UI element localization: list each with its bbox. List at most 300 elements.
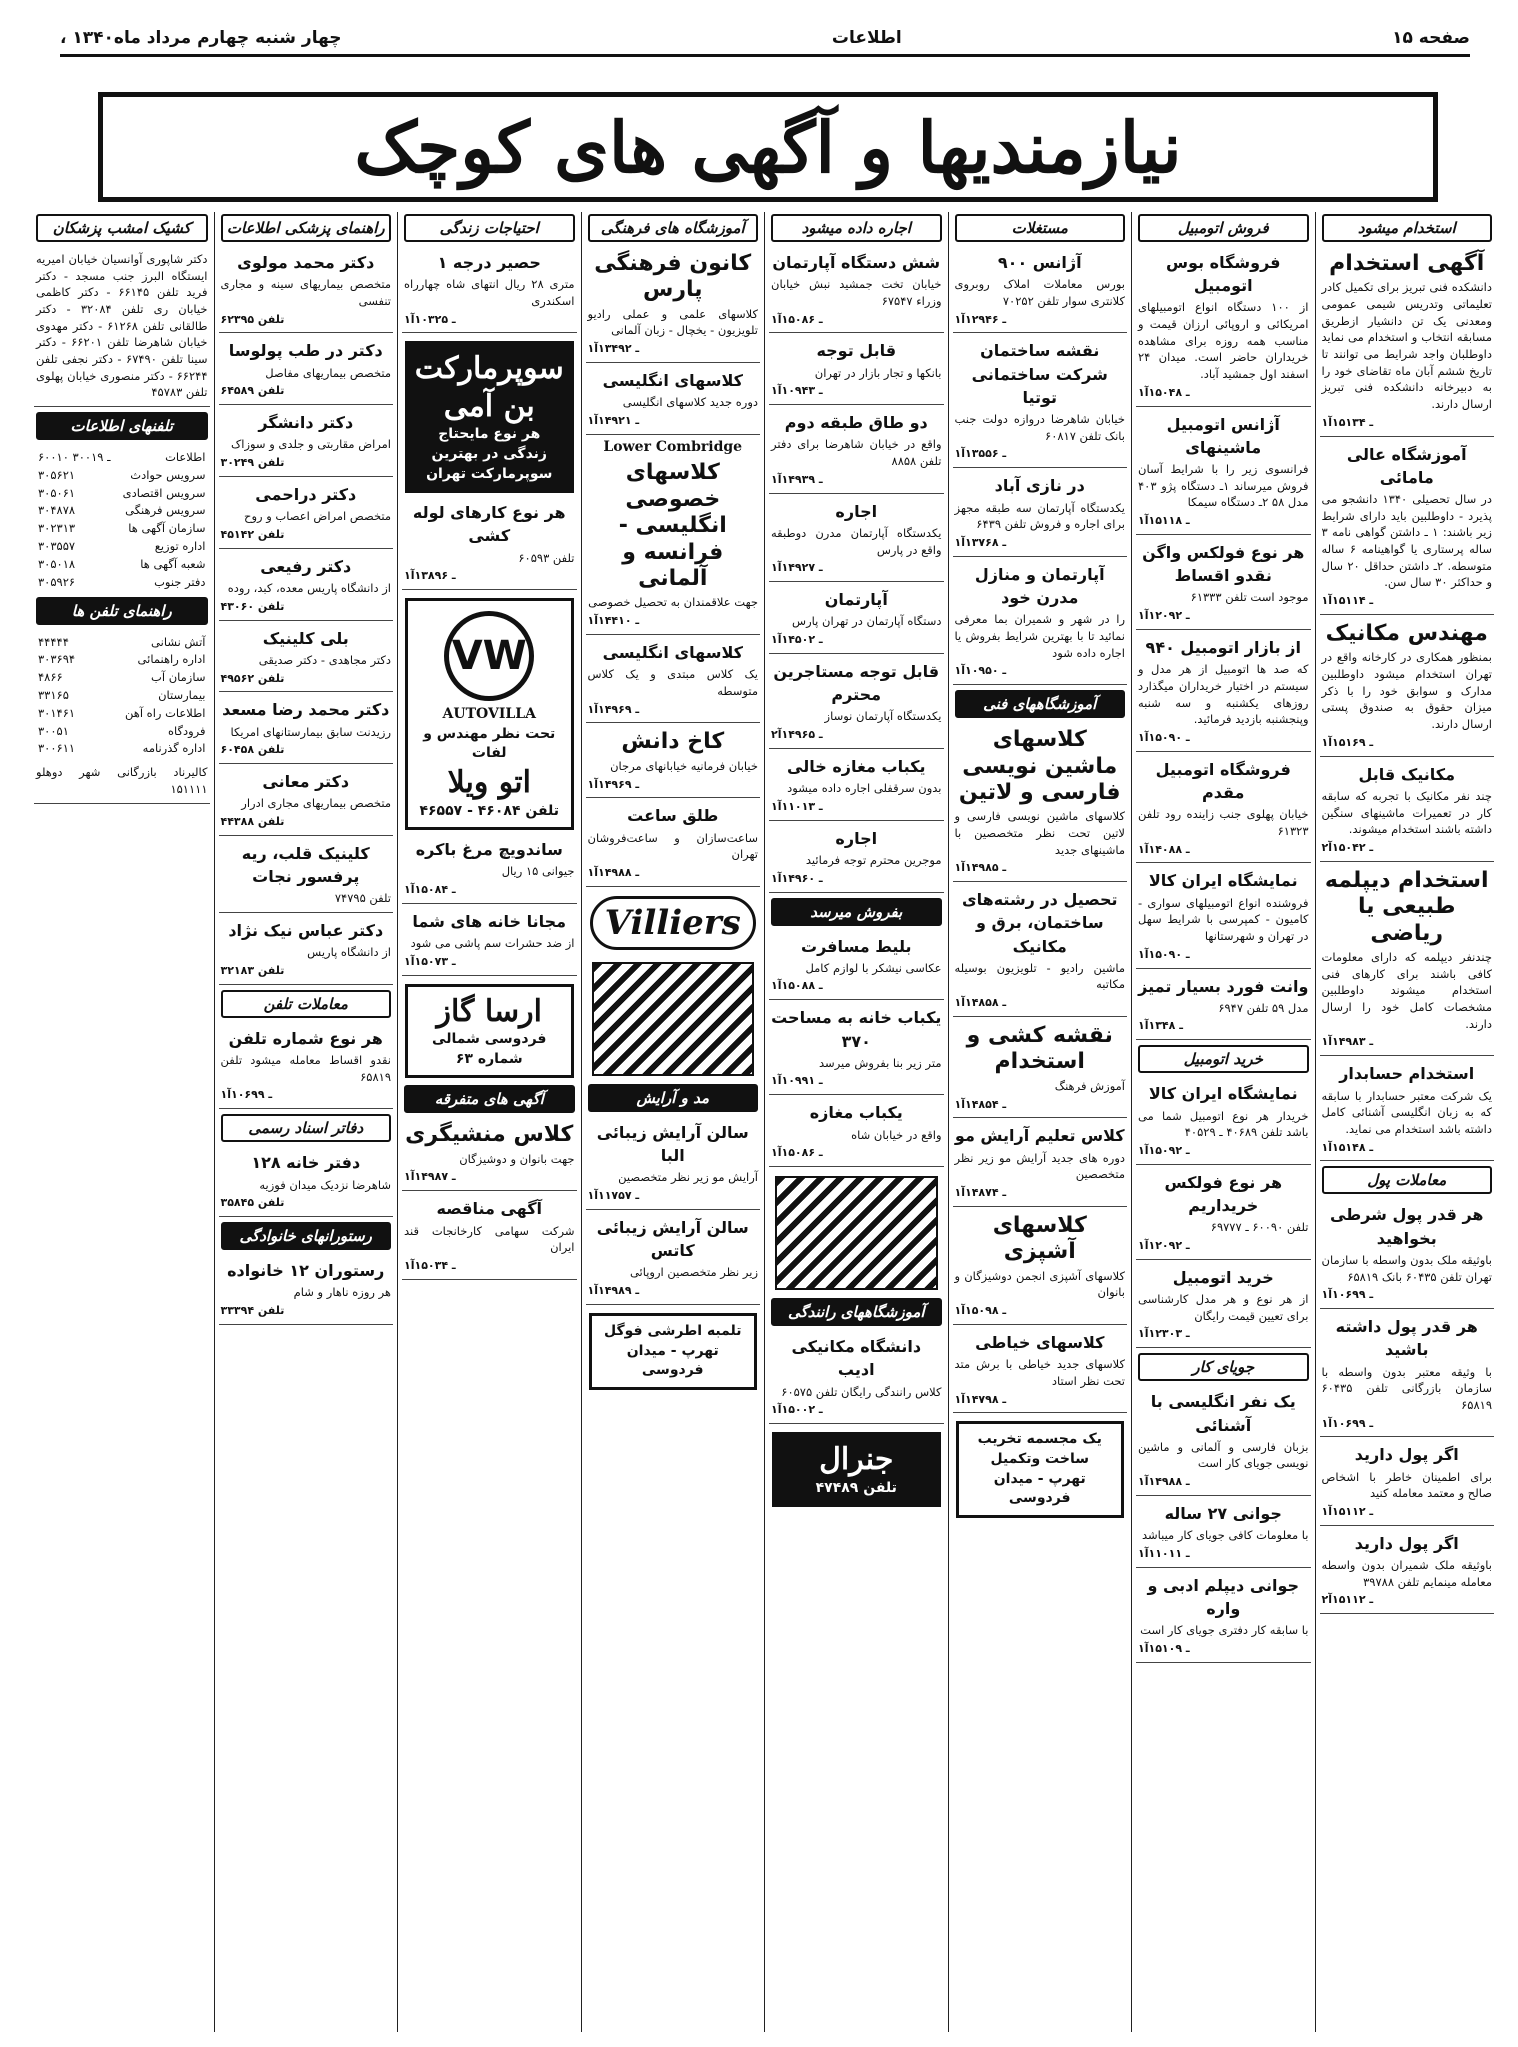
phone-row xyxy=(38,705,206,723)
ad-body: از دانشگاه پاریس xyxy=(307,945,391,960)
ad-title: کاخ دانش xyxy=(621,729,725,755)
ad-reference: ۱ـ ۱۵۱۳۴آ xyxy=(1321,415,1374,429)
ad-body: که صد ها اتومبیل از هر مدل و سیستم در اختیار خریداران میگذارد روزهای یکشنبه و سه شنبه وپنجشنبه بازدید فرمائید. xyxy=(1138,662,1309,727)
ad-body: چندنفر دیپلمه که دارای معلومات کافی باشند برای کارهای فنی استخدام میشوند داوطلبین مشخصات کامل خود را ارسال دارند. xyxy=(1321,950,1492,1031)
ad-title: جوانی دیپلم ادبی و واره xyxy=(1147,1575,1300,1618)
ad-title: آگهی مناقصه xyxy=(436,1199,542,1219)
section-heading: راهنمای تلفن ها xyxy=(36,597,208,625)
ad-reference: ۱ـ ۱۴۸۷۴آ xyxy=(954,1186,1007,1199)
classified-ad xyxy=(953,1328,1128,1413)
ad-reference: ۱ـ ۱۴۵۰۲آ xyxy=(771,633,823,647)
ad-body: از هر نوع و هر مدل کارشناسی برای تعیین قیمت رایگان xyxy=(1138,1292,1309,1323)
classified-ad xyxy=(586,457,761,635)
classified-ad xyxy=(1320,618,1495,757)
phone-number: ۳۰۵۰۱۸ xyxy=(38,556,76,571)
classified-ad xyxy=(953,1121,1128,1206)
phone-number: ۳۰۳۶۹۴ xyxy=(38,652,76,667)
display-ad-title: سوپرمارکت بن آمی xyxy=(414,351,564,424)
ad-reference: ۱ـ ۱۵۰۸۸آ xyxy=(771,979,823,993)
phone-name: اداره راهنمائی xyxy=(137,652,206,667)
ad-body: کلاسهای آشپزی انجمن دوشیزگان و بانوان xyxy=(954,1268,1125,1300)
ad-body: آرایش مو زیر نظر متخصصین xyxy=(618,1170,758,1185)
section-heading: کشیک امشب پزشکان xyxy=(36,214,208,242)
ad-reference: ۱ـ ۱۲۰۹۲آ xyxy=(1138,609,1190,623)
ad-reference: تلفن ۶۲۳۹۵ xyxy=(220,312,285,326)
ad-reference: ۲ـ ۱۵۱۱۲آ xyxy=(1321,1593,1374,1607)
classified-ad xyxy=(586,801,761,886)
column-real-estate xyxy=(948,212,1132,2032)
phone-number: ۳۰۵۶۲۱ xyxy=(38,467,76,482)
phone-number: ۳۰۱۴۶۱ xyxy=(38,705,76,720)
phone-name: فرودگاه xyxy=(167,723,206,738)
ad-title: هر نوع فولکس واگن نقدو اقساط xyxy=(1142,543,1305,586)
ad-reference: ۱ـ ۱۵۰۹۲آ xyxy=(1138,1143,1190,1157)
classified-ad xyxy=(586,1118,761,1210)
ad-title: سالن آرایش زیبائی البا xyxy=(596,1122,749,1166)
ad-body: یکدستگاه آپارتمان نوساز xyxy=(824,709,942,724)
classified-ad xyxy=(219,480,394,549)
ad-body: واقع در خیابان شاهرضا برای دفتر تلفن ۸۸۵۸ xyxy=(771,437,942,469)
ad-title: استخدام حسابدار xyxy=(1339,1064,1475,1084)
phone-number: ۴۴۴۴۴ xyxy=(38,634,69,649)
phone-row xyxy=(38,723,206,741)
ad-reference: ۱ـ ۱۴۷۹۸آ xyxy=(954,1392,1007,1406)
display-ad-subtitle: تهرپ - میدان فردوسی xyxy=(993,1470,1086,1507)
ad-reference: ۱ـ ۱۴۹۶۰آ xyxy=(771,871,823,885)
ad-reference: ۲ـ ۱۵۰۴۲آ xyxy=(1321,840,1374,854)
ad-reference: تلفن ۳۵۸۴۵ xyxy=(220,1196,285,1210)
ad-title: آپارتمان xyxy=(824,590,888,610)
ad-reference: ۱ـ ۱۵۰۸۶آ xyxy=(771,312,823,326)
phone-name: سرویس اقتصادی xyxy=(122,485,206,500)
classified-ad xyxy=(1136,410,1311,535)
display-ad-title: ارسا گاز xyxy=(436,993,542,1029)
classified-ad xyxy=(769,336,944,405)
classified-ad xyxy=(219,1148,394,1217)
ad-title: کلاسهای خصوصی انگلیسی - فرانسه و آلمانی xyxy=(618,460,727,592)
classifieds-columns xyxy=(20,212,1498,2032)
ad-body: متری ۲۸ ریال انتهای شاه چهارراه اسکندری xyxy=(404,277,575,308)
ad-reference: تلفن ۴۹۵۶۲ xyxy=(220,671,285,685)
ad-reference: ۱ـ ۱۴۸۵۸آ xyxy=(954,996,1007,1010)
ad-body: فروشنده انواع اتومبیلهای سواری - کامیون - کمپرسی با شرایط سهل در تهران و شهرستانها xyxy=(1138,895,1309,943)
ad-title: دفتر خانه ۱۲۸ xyxy=(251,1153,361,1173)
classified-ad xyxy=(1136,1168,1311,1260)
ad-title: وانت فورد بسیار تمیز xyxy=(1138,976,1309,996)
ad-body: دوره جدید کلاسهای انگلیسی xyxy=(622,395,758,410)
autovilla-name: اتو ویلا xyxy=(447,765,531,801)
ad-reference: ۱ـ ۱۴۹۳۹آ xyxy=(771,472,823,486)
phone-name: دفتر جنوب xyxy=(154,574,206,589)
illustration xyxy=(592,962,755,1076)
classified-ad xyxy=(219,624,394,693)
ad-reference: ۱ـ ۱۳۴۸آ xyxy=(1138,1019,1183,1033)
phone-row xyxy=(38,651,206,669)
ad-reference: ۱ـ ۱۱۰۱۱آ xyxy=(1138,1546,1190,1560)
ad-title: آموزشگاه عالی مامائی xyxy=(1346,444,1467,487)
ad-title: فروشگاه بوس اتومبیل xyxy=(1165,253,1281,296)
ad-body: دوره های جدید آرایش مو زیر نظر متخصصین xyxy=(954,1150,1125,1182)
ad-body: باوثیقه ملک شمیران بدون واسطه معامله مینمایم تلفن ۳۹۷۸۸ xyxy=(1321,1558,1492,1589)
classified-ad xyxy=(219,1256,394,1325)
classified-ad xyxy=(1320,1059,1495,1161)
ad-title: هر قدر پول شرطی بخواهید xyxy=(1329,1205,1484,1248)
ad-body: چند نفر مکانیک با تجربه که سابقه کار در تعمیرات ماشینهای سنگین داشته باشند استخدام میشوند. xyxy=(1321,788,1492,837)
classified-ad xyxy=(1136,1499,1311,1568)
ad-reference: ۱ـ ۱۵۱۴۸آ xyxy=(1321,1140,1374,1154)
ad-title: دو طاق طبقه دوم xyxy=(784,413,928,433)
ad-body: فرانسوی زیر را با شرایط آسان فروش میرساند ۱ـ دستگاه پژو ۴۰۳ مدل ۵۸ ۲ـ دستگاه سیمکا xyxy=(1138,462,1309,510)
on-call-list: دکتر شاپوری آوانسیان خیابان امیریه ایستگاه البرز جنب مسجد - دکتر فرید تلفن ۶۶۱۴۵ - دکتر کاظمی خیابان ری تلفن ۳۲۰۸۴ - دکتر طالقانی تلفن ۶۱۲۶۸ - دکتر مهدوی خیابان شاهرضا تلفن ۶۶۲۰۱ - دکتر سینا تلفن ۶۷۴۹۰ - دکتر نجفی تلفن ۶۶۲۴۴ - دکتر منصوری خیابان پهلوی تلفن ۴۵۷۸۳ xyxy=(34,248,210,407)
section-banner xyxy=(98,92,1438,202)
phone-name: اطلاعات راه آهن xyxy=(125,705,206,720)
ad-reference: ۱ـ ۱۰۶۹۹آ xyxy=(1321,1288,1374,1302)
ad-reference: تلفن ۳۰۲۴۹ xyxy=(220,456,285,470)
ad-body: بدون سرقفلی اجاره داده میشود xyxy=(787,781,942,796)
ad-reference: ۱ـ ۱۵۱۰۹آ xyxy=(1138,1641,1190,1655)
classified-ad xyxy=(1136,755,1311,864)
phone-name: اداره توزیع xyxy=(154,539,206,554)
ad-title: جوانی ۲۷ ساله xyxy=(1164,1503,1282,1523)
autovilla-ad xyxy=(405,598,574,830)
classified-ad xyxy=(1320,1529,1495,1614)
ad-reference: تلفن ۶۰۴۵۸ xyxy=(220,743,285,757)
ad-body: از ضد حشرات سم پاشی می شود xyxy=(410,936,575,951)
ad-title: آپارتمان و منازل مدرن خود xyxy=(974,564,1105,607)
classified-ad xyxy=(953,1210,1128,1325)
classified-ad xyxy=(586,366,761,435)
ad-body: یک شرکت معتبر حسابدار با سابقه که به زبان انگلیسی آشنائی کامل داشته باشد استخدام می نماید. xyxy=(1321,1088,1492,1136)
section-heading: فروش اتومبیل xyxy=(1138,214,1309,242)
display-ad-title: یک مجسمه تخریب ساخت وتکمیل xyxy=(977,1431,1102,1468)
ad-title: هر قدر پول داشته باشید xyxy=(1335,1317,1478,1360)
section-heading: تلفنهای اطلاعات xyxy=(36,412,208,440)
phone-row xyxy=(38,634,206,652)
ad-body: تلفن ۶۰۵۹۳ xyxy=(518,550,575,565)
classified-ad xyxy=(1136,866,1311,968)
phone-row xyxy=(38,740,206,758)
ad-title: ساندویچ مرغ باکره xyxy=(415,840,563,860)
classified-ad xyxy=(219,552,394,621)
ad-reference: ۱ـ ۱۵۰۸۶آ xyxy=(771,1146,823,1160)
footer-note: کالیرناد بازرگانی شهر دوهلو ۱۵۱۱۱۱ xyxy=(34,761,210,803)
ad-body: آموزش فرهنگ xyxy=(1054,1078,1125,1093)
display-ad-title: تلمبه اطرشی فوگل xyxy=(603,1322,742,1339)
phone-name: اداره گذرنامه xyxy=(142,741,206,756)
classified-ad xyxy=(1320,1312,1495,1437)
display-ad-subtitle: هر نوع مایحتاج زندگی در بهترین سوپرمارکت تهران xyxy=(426,426,553,482)
ad-title: دکتر محمد رضا مسعد xyxy=(222,700,390,720)
classified-ad xyxy=(1136,972,1311,1041)
ad-body: کلاس رانندگی رایگان تلفن ۶۰۵۷۵ xyxy=(781,1384,942,1399)
ad-body: رزیدنت سابق بیمارستانهای امریکا xyxy=(230,724,391,739)
column-doctors-on-call xyxy=(30,212,214,2032)
phone-number: ۳۰۳۵۵۷ xyxy=(38,539,76,554)
ad-reference: تلفن ۴۵۱۴۲ xyxy=(220,527,285,541)
ad-title: نمایشگاه ایران کالا xyxy=(1148,871,1298,891)
classified-ad xyxy=(769,585,944,654)
section-heading: رستورانهای خانوادگی xyxy=(221,1222,392,1250)
classified-ad xyxy=(1320,865,1495,1056)
ad-reference: ۱ـ ۱۲۳۰۳آ xyxy=(1138,1327,1190,1341)
classified-ad xyxy=(219,767,394,836)
ad-body: شاهرضا نزدیک میدان فوزیه xyxy=(259,1177,391,1192)
ad-title: کلاسهای انگلیسی xyxy=(602,643,743,663)
classified-ad xyxy=(219,336,394,405)
classified-ad xyxy=(769,657,944,749)
ad-title: نقشه ساختمان شرکت ساختمانی توتیا xyxy=(971,341,1108,407)
ad-reference: ۱ـ ۱۱۰۱۳آ xyxy=(771,799,823,813)
classified-ad xyxy=(1320,248,1495,437)
ad-title: یکباب خانه به مساحت ۳۷۰ xyxy=(771,1008,942,1051)
ad-title: کلاسهای انگلیسی xyxy=(602,371,743,391)
classified-ad xyxy=(769,824,944,893)
ad-body: مدل ۵۹ تلفن ۶۹۴۷ xyxy=(1218,1000,1309,1015)
ad-body: یکدستگاه آپارتمان سه طبقه مجهز برای اجاره و فروش تلفن ۶۴۳۹ xyxy=(954,500,1125,532)
ad-body: ماشین رادیو - تلویزیون بوسیله مکاتبه xyxy=(954,960,1125,992)
classified-ad xyxy=(586,726,761,798)
ad-title: کانون فرهنگی پارس xyxy=(594,251,752,303)
classified-ad xyxy=(769,932,944,1001)
ad-reference: ۱ـ ۱۵۰۰۲آ xyxy=(771,1403,823,1417)
ad-reference: ۱ـ ۱۰۹۵۰آ xyxy=(954,664,1007,678)
section-heading: آموزشگاههای رانندگی xyxy=(771,1298,942,1326)
column-employment xyxy=(1315,212,1499,2032)
classified-ad xyxy=(1320,440,1495,615)
ad-body: متخصص بیماریهای مجاری ادرار xyxy=(241,796,391,811)
ad-body: را در شهر و شمیران بما معرفی نمائید تا با بهترین شرایط بفروش یا اجاره داده شود xyxy=(954,612,1125,660)
ad-title: از بازار اتومبیل ۹۴۰ xyxy=(1145,637,1301,657)
ad-reference: تلفن ۴۳۰۶۰ xyxy=(220,599,285,613)
ad-body: کلاسهای علمی و عملی رادیو تلویزیون - یخچال - زبان آلمانی xyxy=(587,306,758,338)
ad-reference: ۱ـ ۱۵۰۳۴آ xyxy=(404,1258,456,1272)
ad-title: حصیر درجه ۱ xyxy=(437,253,541,272)
ad-reference: ۱ـ ۱۴۹۶۹آ xyxy=(587,702,640,716)
ad-title: دانشگاه مکانیکی ادیب xyxy=(791,1337,922,1380)
ad-title: یکباب مغازه xyxy=(809,1103,903,1123)
classified-ad xyxy=(219,408,394,477)
phone-row xyxy=(38,467,206,485)
ad-title: دکتر دانشگر xyxy=(258,413,354,433)
ad-body: برای اطمینان خاطر با اشخاص صالح و معتمد معامله کنید xyxy=(1321,1469,1492,1501)
page-header xyxy=(60,26,1470,57)
ad-body: با سابقه کار دفتری جویای کار است xyxy=(1140,1623,1309,1638)
ad-body: بانکها و تجار بازار در تهران xyxy=(814,365,942,380)
section-heading: دفاتر اسناد رسمی xyxy=(221,1114,392,1142)
column-daily-needs xyxy=(397,212,581,2032)
ad-body: خریدار هر نوع اتومبیل شما می باشد تلفن ۴۰۶۸۹ ـ ۴۰۵۲۹ xyxy=(1138,1108,1309,1140)
ad-title: کلینیک قلب، ریه پرفسور نجات xyxy=(241,844,370,887)
banner-title: نیازمندیها و آگهی های کوچک xyxy=(354,105,1182,189)
ad-title: کلاسهای ماشین نویسی فارسی و لاتین xyxy=(958,727,1121,805)
ad-title: نمایشگاه ایران کالا xyxy=(1148,1084,1298,1104)
ad-body: جهت علاقمندان به تحصیل خصوصی xyxy=(588,595,758,610)
ad-reference: ۱ـ ۱۰۳۲۵آ xyxy=(404,312,456,326)
section-heading: مستغلات xyxy=(955,214,1126,242)
phone-row xyxy=(38,687,206,705)
classified-ad xyxy=(402,498,577,590)
classified-ad xyxy=(219,916,394,985)
classified-ad xyxy=(219,248,394,333)
ad-reference: ۱ـ ۱۵۰۸۴آ xyxy=(404,882,456,896)
ad-reference: ۱ـ ۱۴۸۵۴آ xyxy=(954,1097,1007,1111)
ad-reference: ۱ـ ۱۵۱۱۴آ xyxy=(1321,594,1374,608)
phone-name: سازمان آب xyxy=(151,670,206,685)
phone-number: ۳۰۲۳۱۳ xyxy=(38,521,76,536)
phone-number: ۳۳۱۶۵ xyxy=(38,687,69,702)
vw-logo: VW xyxy=(444,611,534,701)
section-heading: معاملات پول xyxy=(1322,1166,1493,1194)
display-ad-subtitle: تلفن ۴۷۴۸۹ xyxy=(815,1479,897,1496)
ad-title: دکتر معانی xyxy=(262,772,350,792)
ad-body: واقع در خیابان شاه xyxy=(851,1127,942,1142)
classified-ad xyxy=(769,1003,944,1095)
display-ad-box xyxy=(956,1421,1125,1517)
ad-title: بلی کلینیک xyxy=(262,628,349,648)
section-heading: آموزشگاه های فرهنگی xyxy=(588,214,759,242)
villiers-logo: Villiers xyxy=(590,896,757,950)
ad-title: مکانیک قابل xyxy=(1358,764,1455,784)
section-heading: جویای کار xyxy=(1138,1353,1309,1381)
classified-ad xyxy=(769,752,944,821)
ad-title: کلاس منشیگری xyxy=(405,1122,574,1148)
classified-ad xyxy=(953,885,1128,1017)
ad-reference: ۱ـ ۱۴۹۶۹آ xyxy=(587,777,640,791)
ad-title: شش دستگاه آپارتمان xyxy=(772,253,941,272)
ad-title: فروشگاه اتومبیل مقدم xyxy=(1155,759,1291,802)
ad-reference: ۱ـ ۱۳۴۹۲آ xyxy=(587,342,640,356)
ad-title: هر نوع فولکس خریداریم xyxy=(1164,1172,1283,1216)
classified-ad xyxy=(402,835,577,904)
ad-title: بلیط مسافرت xyxy=(801,936,912,956)
phone-name: سرویس حوادث xyxy=(130,467,206,482)
display-ad-subtitle: تهرپ - میدان فردوسی xyxy=(626,1342,719,1379)
phone-directory xyxy=(34,631,210,762)
ad-body: از دانشگاه پاریس معده، کبد، روده xyxy=(227,581,391,596)
ad-body: ساعت‌سازان و ساعت‌فروشان تهران xyxy=(587,830,758,862)
ad-body: عکاسی نیشکر با لوازم کامل xyxy=(805,960,942,975)
section-heading: آموزشگاههای فنی xyxy=(955,690,1126,718)
classified-ad xyxy=(1136,538,1311,630)
page-number: صفحه ۱۵ xyxy=(1392,28,1470,48)
ad-body: تلفن ۷۴۷۹۵ xyxy=(334,891,391,906)
classified-ad xyxy=(1320,1200,1495,1309)
ad-reference: تلفن ۴۴۳۸۸ xyxy=(220,815,285,829)
ad-reference: ۱ـ ۱۵۰۷۳آ xyxy=(404,954,456,968)
classified-ad xyxy=(1136,1079,1311,1164)
ad-title: دکتر محمد مولوی xyxy=(237,253,375,272)
ad-body: تلفن ۶۰۰۹۰ ـ ۶۹۷۷۷ xyxy=(1210,1220,1309,1235)
ad-body: از ۱۰۰ دستگاه انواع اتومبیلهای امریکائی و اروپائی ارزان قیمت و مناسب همه روزه برای مشاهده خریداران حاضر است. میدان ۲۴ اسفند اول جمشید آباد. xyxy=(1138,300,1309,382)
ad-title: رستوران ۱۲ خانواده xyxy=(227,1261,385,1281)
ad-title: دکتر عباس نیک نژاد xyxy=(228,921,384,941)
ad-body: با وثیقه معتبر بدون واسطه با سازمان بازرگانی تلفن ۶۰۴۳۵ ۶۵۸۱۹ xyxy=(1321,1364,1492,1412)
illustration xyxy=(775,1176,938,1290)
classified-ad xyxy=(1136,633,1311,752)
ad-title: تحصیل در رشته‌های ساختمان، برق و مکانیک xyxy=(961,890,1118,956)
phone-number: ۶۰۰۱۰ ـ ۳۰۰۱۹ xyxy=(38,450,111,465)
ad-body: شرکت سهامی کارخانجات قند ایران xyxy=(404,1223,575,1255)
ad-reference: ۱ـ ۱۵۰۹۰آ xyxy=(1138,947,1190,961)
classified-ad xyxy=(769,248,944,333)
ad-body: باوثیقه ملک بدون واسطه با سازمان تهران تلفن ۶۰۴۳۵ بانک ۶۵۸۱۹ xyxy=(1321,1252,1492,1284)
ad-title: اگر پول دارید xyxy=(1354,1533,1459,1553)
ad-title: آژانس اتومبیل ماشینهای xyxy=(1166,414,1280,457)
ad-body: امراض مقاربتی و جلدی و سوزاک xyxy=(230,437,391,452)
ad-reference: ۱ـ ۱۱۷۵۷آ xyxy=(587,1189,640,1202)
ad-reference: تلفن ۳۳۳۹۴ xyxy=(220,1304,285,1318)
ad-reference: ۱ـ ۱۴۹۸۹آ xyxy=(587,1283,640,1297)
display-ad-box xyxy=(772,1432,941,1507)
ad-title: آژانس ۹۰۰ xyxy=(997,253,1082,272)
classified-ad xyxy=(586,248,761,363)
ad-title: کلاسهای خیاطی xyxy=(975,1333,1105,1352)
autovilla-subtitle: تحت نظر مهندس و لفات xyxy=(423,725,556,762)
classified-ad xyxy=(769,1098,944,1167)
classified-ad xyxy=(1136,1387,1311,1496)
ad-body: موجرین محترم توجه فرمائید xyxy=(805,852,942,867)
ad-reference: ۱ـ ۱۴۰۸۸آ xyxy=(1138,842,1190,856)
ad-reference: ۱ـ ۱۴۹۲۱آ xyxy=(587,413,640,427)
ad-body: زیر نظر متخصصین اروپائی xyxy=(629,1265,758,1280)
ad-body: نقدو اقساط معامله میشود تلفن ۶۵۸۱۹ xyxy=(220,1053,391,1084)
ad-reference: ۱ـ ۱۴۹۸۵آ xyxy=(954,861,1007,875)
ad-reference: ۱ـ ۱۵۱۱۲آ xyxy=(1321,1505,1374,1518)
ad-body: خیابان فرمانیه خیابانهای مرجان xyxy=(610,758,758,773)
display-ad-title: جنرال xyxy=(819,1442,894,1478)
column-car-sales xyxy=(1131,212,1315,2032)
ad-reference: ۲ـ ۱۴۹۶۵آ xyxy=(771,728,823,742)
ad-reference: ۱ـ ۱۰۹۴۳آ xyxy=(771,384,823,398)
ad-reference: ۱ـ ۱۵۱۱۸آ xyxy=(1138,514,1190,528)
classified-ad xyxy=(953,336,1128,468)
ad-title: خرید اتومبیل xyxy=(1172,1267,1274,1287)
phone-row xyxy=(38,449,206,467)
ad-body: یک کلاس مبتدی و یک کلاس متوسطه xyxy=(587,667,758,698)
ad-reference: ۱ـ ۱۴۹۲۷آ xyxy=(771,561,823,575)
ad-title: قابل توجه مستاجرین محترم xyxy=(773,662,940,705)
ad-body: متخصص امراض اعصاب و روح xyxy=(244,509,391,524)
ad-title: استخدام دیپلمه طبیعی یا ریاضی xyxy=(1324,867,1489,946)
ad-body: بورس معاملات املاک روبروی کلانتری سوار تلفن ۷۰۲۵۲ xyxy=(954,277,1125,308)
classified-ad xyxy=(586,1213,761,1305)
ad-reference: ۱ـ ۱۰۹۹۱آ xyxy=(771,1074,823,1088)
phone-name: شعبه آگهی ها xyxy=(140,556,206,571)
ad-reference: ۱ـ ۱۴۹۸۸آ xyxy=(1138,1475,1190,1489)
ad-body: متر زیر بنا بفروش میرسد xyxy=(819,1055,942,1070)
ad-reference: تلفن ۳۲۱۸۳ xyxy=(220,963,285,977)
classified-ad xyxy=(586,638,761,723)
classified-ad xyxy=(402,907,577,976)
ad-reference: ۱ـ ۱۴۹۸۳آ xyxy=(1321,1035,1374,1049)
phone-row xyxy=(38,485,206,503)
ad-body: بزبان فارسی و آلمانی و ماشین نویسی جویای کار است xyxy=(1138,1439,1309,1471)
classified-ad xyxy=(769,408,944,493)
column-cultural-schools xyxy=(581,212,765,2032)
ad-body: خیابان پهلوی جنب زاینده رود تلفن ۶۱۳۲۳ xyxy=(1138,807,1309,838)
classified-ad xyxy=(1136,248,1311,407)
autovilla-phone: تلفن ۴۶۰۸۴ - ۴۶۵۵۷ xyxy=(419,802,560,819)
ad-reference: ۱ـ ۱۳۷۶۸آ xyxy=(954,535,1007,549)
ad-reference: ۱ـ ۱۵۰۹۰آ xyxy=(1138,730,1190,744)
classified-ad xyxy=(1136,1571,1311,1663)
ad-body: دکتر مجاهدی - دکتر صدیقی xyxy=(258,652,391,667)
phone-row xyxy=(38,556,206,574)
ad-reference: ۱ـ ۱۰۶۹۹آ xyxy=(220,1088,273,1102)
ad-reference: ۱ـ ۱۵۱۶۹آ xyxy=(1321,735,1374,749)
ad-title: کلاس تعلیم آرایش مو xyxy=(954,1126,1125,1146)
column-medical-guide xyxy=(214,212,398,2032)
